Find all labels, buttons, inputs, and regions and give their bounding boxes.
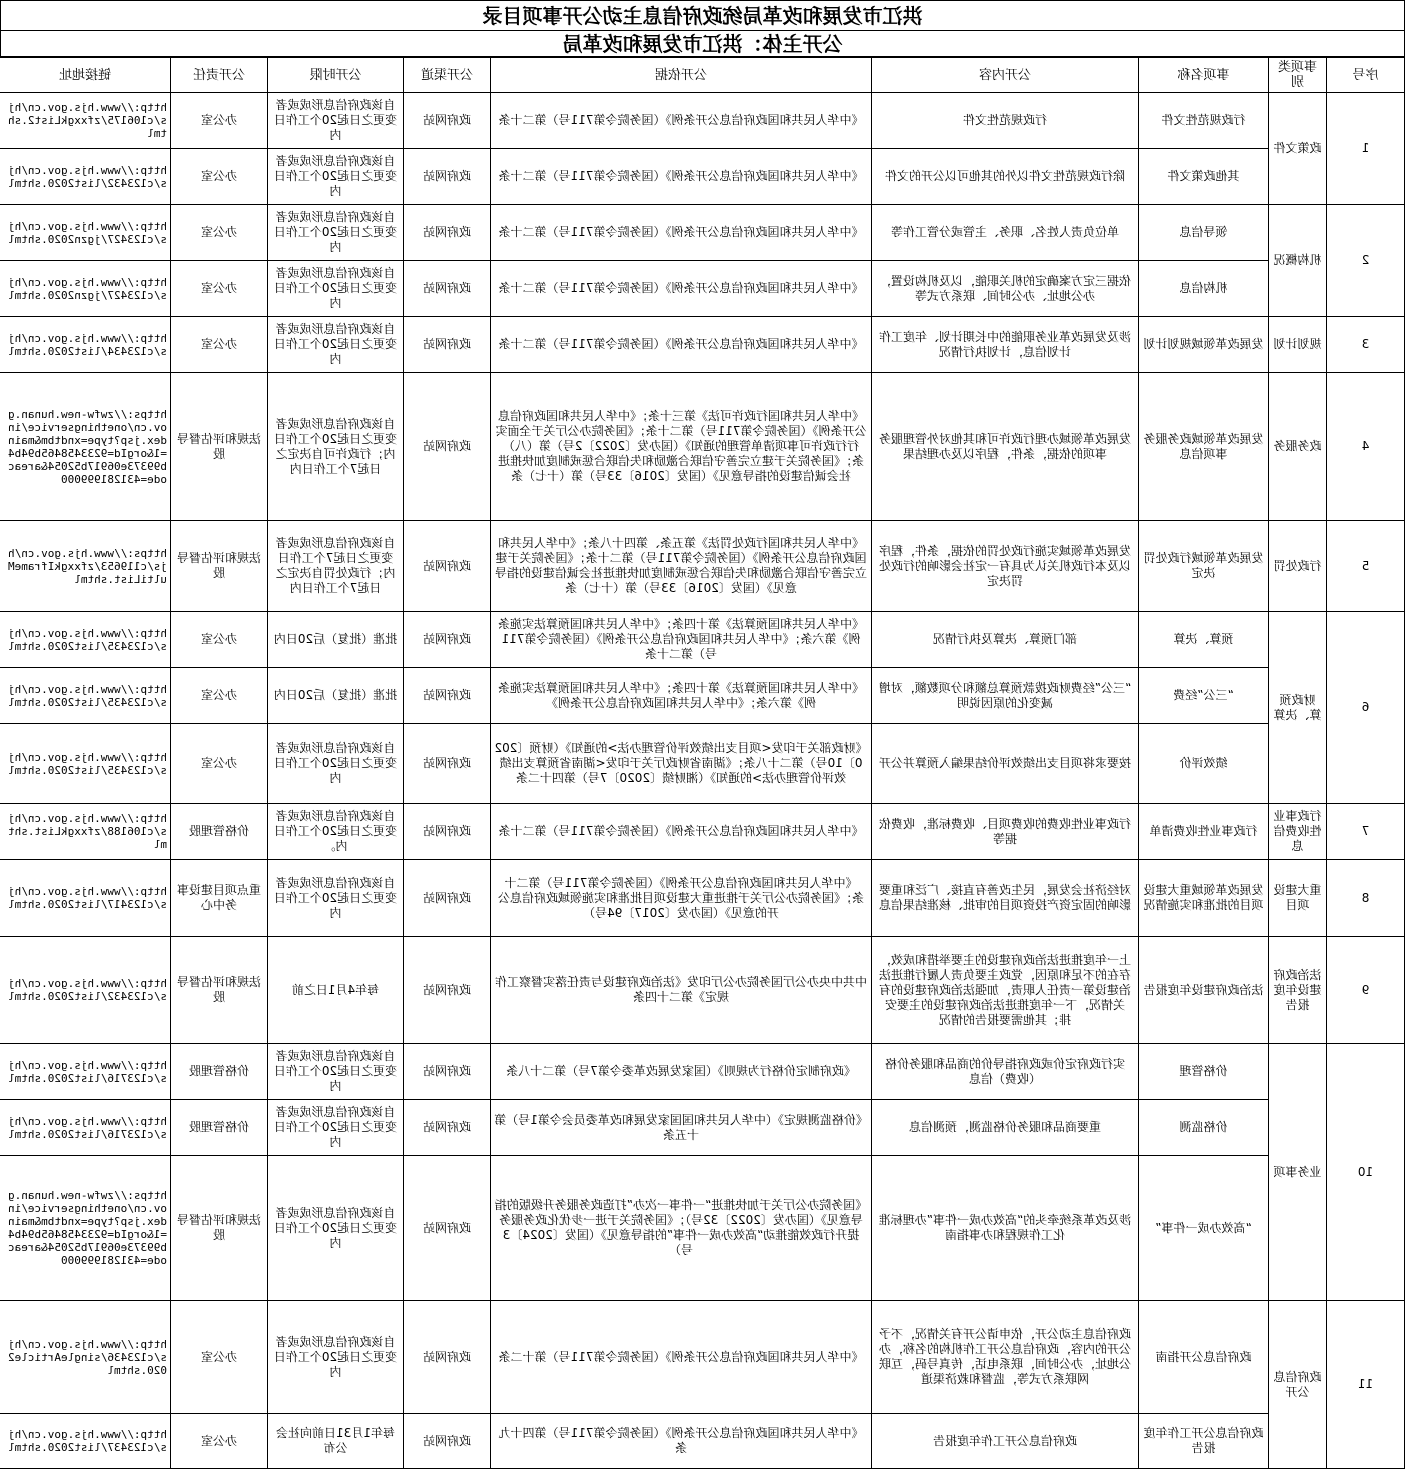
item-name: 行政规范性文件 [1139, 93, 1269, 149]
item-link[interactable]: https://zwfw-new.hunan.gov.cn/onethingservice/index.jsp?type=xndtbm&main=1&orgId=9233458465b94b4b99373e06917b52054&areacode=431281999000 [0, 373, 171, 521]
item-name: “三公”经费 [1139, 668, 1269, 724]
item-channel: 政府网站 [404, 1044, 491, 1100]
item-content: 涉及改革系统牵头的“高效办成一件事”办理标准化工作规程和办事指南 [872, 1156, 1139, 1301]
item-category: 政府信息公开 [1269, 1301, 1327, 1469]
item-channel: 政府网站 [404, 804, 491, 860]
item-name: 发展改革领域规划计划 [1139, 317, 1269, 373]
item-responsible: 办公室 [171, 205, 268, 261]
item-basis: 《中华人民共和国政府信息公开条例》（国务院令第711号）第二十条 [491, 261, 872, 317]
item-basis: 《中华人民共和国政府信息公开条例》（国务院令第711号）第二十条 [491, 317, 872, 373]
table-row [0, 724, 1405, 804]
item-category: 政务服务 [1269, 373, 1327, 521]
item-link[interactable]: http://www.hjs.gov.cn/hjs/c123432/list2020.shtml [0, 149, 171, 205]
item-channel: 政府网站 [404, 317, 491, 373]
table-row [0, 1156, 1405, 1301]
row-number: 5 [1327, 521, 1405, 612]
item-time-limit: 自该政府信息形成或者变更之日起20个工作日内 [268, 93, 404, 149]
item-name: 绩效评价 [1139, 724, 1269, 804]
item-content: “三公”经费财政拨款预算总额和分项数额，对增减变化的原因说明 [872, 668, 1139, 724]
item-responsible: 价格管理股 [171, 1100, 268, 1156]
table-row [0, 261, 1405, 317]
item-time-limit: 自该政府信息形成或者变更之日起20个工作日内 [268, 1100, 404, 1156]
item-name: 政府信息公开工作年度报告 [1139, 1414, 1269, 1469]
row-number: 11 [1327, 1301, 1405, 1469]
item-link[interactable]: http://www.hjs.gov.cn/hjs/c123435/list2020.shtml [0, 668, 171, 724]
item-name: 政府信息公开指南 [1139, 1301, 1269, 1414]
item-basis: 《价格监测规定》（中华人民共和国国家发展和改革委员会令第1号）第十五条 [491, 1100, 872, 1156]
item-link[interactable]: http://www.hjs.gov.cn/hjs/c123436/singleArticle2020.shtml [0, 1301, 171, 1414]
document-subtitle: 公开主体：洪江市发展和改革局 [0, 30, 1405, 57]
item-channel: 政府网站 [404, 612, 491, 668]
item-channel: 政府网站 [404, 860, 491, 937]
item-responsible: 法规和评估督导股 [171, 373, 268, 521]
item-content: 依据三定方案确定的机关职能，以及机构设置，办公地址、办公时间、联系方式等 [872, 261, 1139, 317]
table-row [0, 149, 1405, 205]
item-category: 业务事项 [1269, 1044, 1327, 1301]
item-basis: 《国务院办公厅关于加快推进“一件事一次办”打造政务服务升级版的指导意见》（国办发〔2022〕32号）；《国务院关于进一步优化政务服务提升行政效能推动“高效办成一件事”的指导意见》（国发〔2024〕3号） [491, 1156, 872, 1301]
item-link[interactable]: http://www.hjs.gov.cn/hjs/c123716/list2020.shtml [0, 1100, 171, 1156]
item-channel: 政府网站 [404, 937, 491, 1044]
item-channel: 政府网站 [404, 1414, 491, 1469]
table-row [0, 668, 1405, 724]
header-row [0, 58, 1405, 93]
row-number: 2 [1327, 205, 1405, 317]
item-basis: 《中华人民共和国行政处罚法》第五条、第四十八条；《中华人民共和国政府信息公开条例》（国务院令第711号）第二十条；《国务院关于建立完善守信联合激励和失信联合惩戒制度加快推进社会诚信建设的指导意见》（国发〔2016〕33号）第（十七）条 [491, 521, 872, 612]
header-item-name: 事项名称 [1139, 58, 1269, 93]
item-name: 发展改革领域政务服务事项信息 [1139, 373, 1269, 521]
item-responsible: 办公室 [171, 317, 268, 373]
item-responsible: 法规和评估督导股 [171, 1156, 268, 1301]
item-link[interactable]: http://www.hjs.gov.cn/hjs/c123417/list2020.shtml [0, 860, 171, 937]
item-name: 其他政策文件 [1139, 149, 1269, 205]
item-category: 重大建设项目 [1269, 860, 1327, 937]
row-number: 9 [1327, 937, 1405, 1044]
table-row [0, 93, 1405, 149]
item-responsible: 办公室 [171, 612, 268, 668]
item-link[interactable]: https://www.hjs.gov.cn/hjs/c119653/zfxxgkIframeMultiList.shtml [0, 521, 171, 612]
item-content: 单位负责人姓名、职务、主管或分管工作等 [872, 205, 1139, 261]
item-content: 部门预算、决算及执行情况 [872, 612, 1139, 668]
item-time-limit: 自该政府信息形成或者变更之日起20个工作日内 [268, 149, 404, 205]
item-name: 领导信息 [1139, 205, 1269, 261]
document-title: 洪江市发展和改革局统政府信息主动公开事项目录 [0, 0, 1405, 30]
item-name: 发展改革领域行政处罚决定 [1139, 521, 1269, 612]
item-channel: 政府网站 [404, 1156, 491, 1301]
table-row [0, 317, 1405, 373]
item-category: 法治政府建设年度报告 [1269, 937, 1327, 1044]
item-name: 价格管理 [1139, 1044, 1269, 1100]
item-basis: 《政府制定价格行为规则》（国家发展改革委令第7号）第二十八条 [491, 1044, 872, 1100]
item-basis: 《中华人民共和国政府信息公开条例》（国务院令第711号）第二十条 [491, 93, 872, 149]
item-content: 上一年度推进法治政府建设的主要举措和成效，存在的不足和原因，党政主要负责人履行推进法治建设第一责任人职责，加强法治政府建设的有关情况，下一年度推进法治政府建设的主要安排；其他需要报告的情况 [872, 937, 1139, 1044]
item-time-limit: 自该政府信息形成或者变更之日起20个工作日内 [268, 1156, 404, 1301]
item-link[interactable]: http://www.hjs.gov.cn/hjs/c123434/list2020.shtml [0, 317, 171, 373]
item-basis: 《中华人民共和国政府信息公开条例》（国务院令第711号）第二十条 [491, 205, 872, 261]
item-responsible: 价格管理股 [171, 804, 268, 860]
item-content: 政府信息主动公开，依申请公开有关情况，不予公开的内容，政府信息公开工作机构的名称，办公地址，办公时间，联系电话，传真号码，互联网联系方式等，监督和救济渠道 [872, 1301, 1139, 1414]
item-link[interactable]: http://www.hjs.gov.cn/hjs/c123432/list2020.shtml [0, 937, 171, 1044]
table-row [0, 1301, 1405, 1414]
item-name: 行政事业性收费清单 [1139, 804, 1269, 860]
item-category: 财政预算、决算 [1269, 612, 1327, 804]
item-basis: 中共中央办公厅国务院办公厅印发《法治政府建设与责任落实督察工作规定》第二十四条 [491, 937, 872, 1044]
item-link[interactable]: http://www.hjs.gov.cn/hjs/c123427/jgzn2020.shtml [0, 261, 171, 317]
item-content: 行政规范性文件 [872, 93, 1139, 149]
item-channel: 政府网站 [404, 668, 491, 724]
item-category: 规划计划 [1269, 317, 1327, 373]
item-basis: 《中华人民共和国政府信息公开条例》（国务院令第711号）第四十九条 [491, 1414, 872, 1469]
table-row [0, 937, 1405, 1044]
item-content: 行政事业性收费的收费项目、收费标准，收费依据等 [872, 804, 1139, 860]
item-time-limit: 自该政府信息形成或者变更之日起20个工作日内 [268, 1301, 404, 1414]
table-row [0, 205, 1405, 261]
header-time-limit: 公开时限 [268, 58, 404, 93]
item-time-limit: 自该政府信息形成或者变更之日起7个工作日内；行政处罚自决定之日起7个工作日内 [268, 521, 404, 612]
item-link[interactable]: http://www.hjs.gov.cn/hjs/c106188/zfxxgkList.shtml [0, 804, 171, 860]
item-responsible: 办公室 [171, 724, 268, 804]
row-number: 10 [1327, 1044, 1405, 1301]
item-responsible: 办公室 [171, 261, 268, 317]
item-link[interactable]: https://zwfw-new.hunan.gov.cn/onethingservice/index.jsp?type=xndtbm&main=1&orgId=9233458465b94b4b99373e06917b52054&areacode=431281999000 [0, 1156, 171, 1301]
item-category: 行政处罚 [1269, 521, 1327, 612]
row-number: 3 [1327, 317, 1405, 373]
item-channel: 政府网站 [404, 149, 491, 205]
item-time-limit: 自该政府信息形成或者变更之日起20个工作日内。 [268, 804, 404, 860]
row-number: 4 [1327, 373, 1405, 521]
item-link[interactable]: http://www.hjs.gov.cn/hjs/c123435/list2020.shtml [0, 724, 171, 804]
item-responsible: 重点项目建设事务中心 [171, 860, 268, 937]
table-row [0, 1044, 1405, 1100]
item-responsible: 法规和评估督导股 [171, 521, 268, 612]
item-basis: 《中华人民共和国行政许可法》第三十条；《中华人民共和国政府信息公开条例》（国务院令第711号）第二十条；《国务院办公厅关于全面实行行政许可事项清单管理的通知》（国办发〔2022〕2号）第（八）条；《国务院关于建立完善守信联合激励和失信联合惩戒制度加快推进社会诚信建设的指导意见》（国发〔2016〕33号）第（十七）条 [491, 373, 872, 521]
row-number: 1 [1327, 93, 1405, 205]
table-row [0, 373, 1405, 521]
disclosure-table [0, 57, 1405, 1469]
item-link[interactable]: http://www.hjs.gov.cn/hjs/c123435/list2020.shtml [0, 612, 171, 668]
item-content: 重要商品和服务价格监测，预测信息 [872, 1100, 1139, 1156]
item-content: 发展改革领域实施行政处罚的依据，条件，程序以及本行政机关认为具有一定社会影响的行政处罚决定 [872, 521, 1139, 612]
item-time-limit: 每年4月1日之前 [268, 937, 404, 1044]
item-basis: 《中华人民共和国政府信息公开条例》（国务院令第711号）第二十条 [491, 804, 872, 860]
table-row [0, 612, 1405, 668]
item-name: 机构信息 [1139, 261, 1269, 317]
item-name: 发展改革领域重大建设项目的批准和实施情况 [1139, 860, 1269, 937]
row-number: 6 [1327, 612, 1405, 804]
item-channel: 政府网站 [404, 373, 491, 521]
item-basis: 《中华人民共和国预算法》第十四条；《中华人民共和国预算法实施条例》第六条；《中华人民共和国政府信息公开条例》 [491, 668, 872, 724]
table-row [0, 521, 1405, 612]
item-responsible: 办公室 [171, 668, 268, 724]
item-link[interactable]: http://www.hjs.gov.cn/hjs/c106175/zfxxgkList2.shtml [0, 93, 171, 149]
item-time-limit: 自该政府信息形成或者变更之日起20个工作日内 [268, 317, 404, 373]
header-channel: 公开渠道 [404, 58, 491, 93]
item-responsible: 办公室 [171, 1414, 268, 1469]
row-number: 8 [1327, 860, 1405, 937]
item-responsible: 法规和评估督导股 [171, 937, 268, 1044]
header-content: 公开内容 [872, 58, 1139, 93]
item-responsible: 办公室 [171, 149, 268, 205]
item-responsible: 办公室 [171, 1301, 268, 1414]
item-time-limit: 自该政府信息形成或者变更之日起20个工作日内 [268, 205, 404, 261]
item-name: 价格监测 [1139, 1100, 1269, 1156]
item-time-limit: 自该政府信息形成或者变更之日起20个工作日内 [268, 1044, 404, 1100]
header-responsible: 公开责任 [171, 58, 268, 93]
item-name: 法治政府建设年度报告 [1139, 937, 1269, 1044]
item-content: 发展改革领域办理行政许可和其他对外管理服务事项的依据，条件，程序以及办理结果 [872, 373, 1139, 521]
table-body [0, 93, 1405, 1469]
item-channel: 政府网站 [404, 205, 491, 261]
item-time-limit: 自该政府信息形成或者变更之日起20个工作日内 [268, 860, 404, 937]
item-channel: 政府网站 [404, 261, 491, 317]
item-time-limit: 批准（批复）后20日内 [268, 612, 404, 668]
item-link[interactable]: http://www.hjs.gov.cn/hjs/c123437/list2020.shtml [0, 1414, 171, 1469]
item-time-limit: 每年1月31日前向社会公布 [268, 1414, 404, 1469]
item-responsible: 办公室 [171, 93, 268, 149]
item-basis: 《中华人民共和国预算法》第十四条；《中华人民共和国预算法实施条例》第六条；《中华人民共和国政府信息公开条例》（国务院令第711号）第二十条 [491, 612, 872, 668]
item-channel: 政府网站 [404, 521, 491, 612]
item-category: 行政事业性收费信息 [1269, 804, 1327, 860]
row-number: 7 [1327, 804, 1405, 860]
header-category: 事项类别 [1269, 58, 1327, 93]
item-channel: 政府网站 [404, 1100, 491, 1156]
item-time-limit: 批准（批复）后20日内 [268, 668, 404, 724]
item-responsible: 价格管理股 [171, 1044, 268, 1100]
item-content: 除行政规范性文件以外的其他可以公开的文件 [872, 149, 1139, 205]
item-basis: 《中华人民共和国政府信息公开条例》（国务院令第711号）第二十条；《国务院办公厅关于推进重大建设项目批准和实施领域政府信息公开的意见》（国办发〔2017〕94号） [491, 860, 872, 937]
item-basis: 《财政部关于印发<项目支出绩效评价管理办法>的通知》（财预〔2020〕10号）第二十八条；《湖南省财政厅关于印发<湖南省预算支出绩效评价管理办法>的通知》（湘财绩〔2020〕7号）第四十二条 [491, 724, 872, 804]
item-category: 机构概况 [1269, 205, 1327, 317]
item-basis: 《中华人民共和国政府信息公开条例》（国务院令第711号）第十二条 [491, 1301, 872, 1414]
header-basis: 公开依据 [491, 58, 872, 93]
header-link: 链接地址 [0, 58, 171, 93]
item-channel: 政府网站 [404, 93, 491, 149]
item-time-limit: 自该政府信息形成或者变更之日起20个工作日内 [268, 724, 404, 804]
item-content: 实行政府定价或政府指导价的商品和服务价格（收费）信息 [872, 1044, 1139, 1100]
table-row [0, 804, 1405, 860]
item-link[interactable]: http://www.hjs.gov.cn/hjs/c123427/jgzn2020.shtml [0, 205, 171, 261]
item-name: “高效办成一件事” [1139, 1156, 1269, 1301]
table-row [0, 860, 1405, 937]
table-row [0, 1100, 1405, 1156]
item-basis: 《中华人民共和国政府信息公开条例》（国务院令第711号）第二十条 [491, 149, 872, 205]
item-content: 对经济社会发展，民生改善有直接、广泛和重要影响的固定资产投资项目的审批、核准结果信息 [872, 860, 1139, 937]
item-channel: 政府网站 [404, 1301, 491, 1414]
item-time-limit: 自该政府信息形成或者变更之日起20个工作日内；行政许可自决定之日起7个工作日内 [268, 373, 404, 521]
item-name: 预算、决算 [1139, 612, 1269, 668]
item-content: 政府信息公开工作年度报告 [872, 1414, 1139, 1469]
item-channel: 政府网站 [404, 724, 491, 804]
header-no: 序号 [1327, 58, 1405, 93]
item-time-limit: 自该政府信息形成或者变更之日起20个工作日内 [268, 261, 404, 317]
item-category: 政策文件 [1269, 93, 1327, 205]
item-content: 按要求将项目支出绩效评价结果编入预算并公开 [872, 724, 1139, 804]
item-content: 涉及发展改革业务职能的中长期计划、年度工作计划信息，计划执行情况 [872, 317, 1139, 373]
item-link[interactable]: http://www.hjs.gov.cn/hjs/c123716/list2020.shtml [0, 1044, 171, 1100]
table-row [0, 1414, 1405, 1469]
